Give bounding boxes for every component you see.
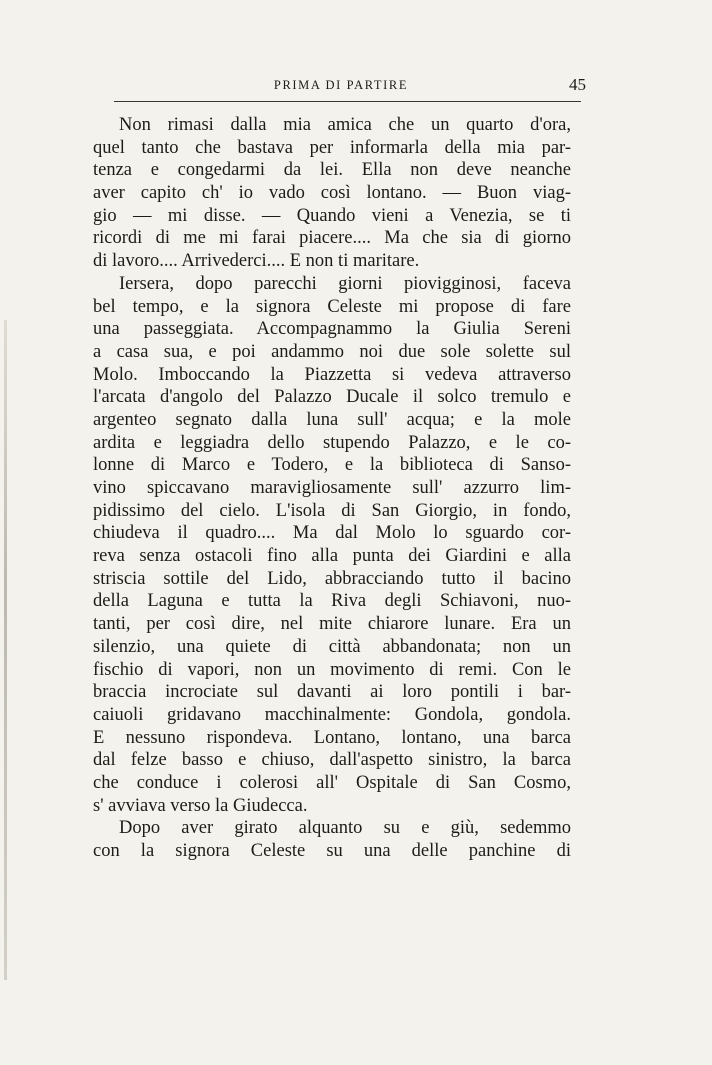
text-line: Iersera, dopo parecchi giorni piovigginosi, faceva [119,273,571,294]
text-line: caiuoli gridavano macchinalmente: Gondola, gondola. [93,704,571,725]
text-line: ardita e leggiadra dello stupendo Palazzo, e le co- [93,432,571,453]
text-line: fischio di vapori, non un movimento di remi. Con le [93,659,571,680]
text-line: Non rimasi dalla mia amica che un quarto d'ora, [119,115,571,135]
text-line: s' avviava verso la Giudecca. [93,795,308,816]
text-line: tenza e congedarmi da lei. Ella non deve neanche [93,160,571,181]
text-line: che conduce i colerosi all' Ospitale di San Cosmo, [93,772,571,793]
text-line: a casa sua, e poi andammo noi due sole solette sul [93,341,571,362]
text-line: lonne di Marco e Todero, e la biblioteca di Sanso- [93,455,571,476]
page-header [96,76,586,98]
text-line: una passeggiata. Accompagnammo la Giulia Sereni [93,319,571,340]
text-line: vino spiccavano maravigliosamente sull' azzurro lim- [93,478,571,498]
text-line: argenteo segnato dalla luna sull' acqua; e la mole [93,409,571,430]
text-line: ricordi di me mi farai piacere.... Ma che sia di giorno [93,228,571,249]
text-line: Dopo aver girato alquanto su e giù, sedemmo [119,818,571,839]
text-line: aver capito ch' io vado così lontano. — Buon viag- [93,183,571,204]
header-rule [114,101,581,102]
text-line: chiudeva il quadro.... Ma dal Molo lo sguardo cor- [93,523,571,544]
text-line: con la signora Celeste su una delle panchine di [93,841,571,861]
text-line: della Laguna e tutta la Riva degli Schiavoni, nuo- [93,591,571,612]
text-line: striscia sottile del Lido, abbracciando tutto il bacino [93,568,571,589]
text-line: l'arcata d'angolo del Palazzo Ducale il solco tremulo e [93,387,571,408]
text-line: gio — mi disse. — Quando vieni a Venezia, se ti [93,205,571,226]
text-line: di lavoro.... Arrivederci.... E non ti maritare. [93,251,420,272]
running-head: PRIMA DI PARTIRE [273,78,409,92]
page-number: 45 [569,75,586,94]
text-line: pidissimo del cielo. L'isola di San Giorgio, in fondo, [93,500,571,521]
text-line: braccia incrociate sul davanti ai loro pontili i bar- [93,682,571,703]
text-line: reva senza ostacoli fino alla punta dei Giardini e alla [93,546,571,567]
text-line: dal felze basso e chiuso, dall'aspetto sinistro, la barca [93,750,571,771]
page-spine-shadow [4,320,7,980]
text-line: quel tanto che bastava per informarla della mia par- [93,137,571,158]
text-line: Molo. Imboccando la Piazzetta si vedeva attraverso [93,364,571,385]
text-line: tanti, per così dire, nel mite chiarore lunare. Era un [93,614,571,635]
body-text [93,114,571,863]
text-line: silenzio, una quiete di città abbandonata; non un [93,636,571,657]
text-line: E nessuno rispondeva. Lontano, lontano, una barca [93,727,571,748]
text-line: bel tempo, e la signora Celeste mi propose di fare [93,296,571,317]
